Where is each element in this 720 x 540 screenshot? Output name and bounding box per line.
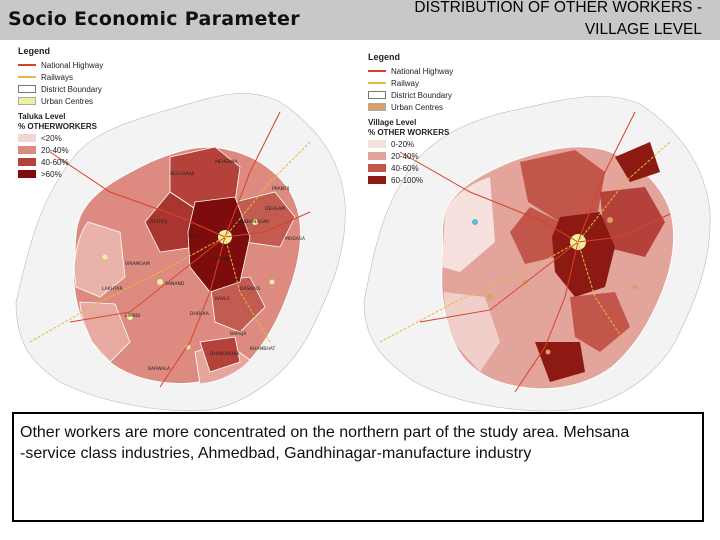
class-swatch <box>368 164 386 172</box>
legend-label: 0-20% <box>391 139 415 149</box>
class-swatch <box>368 152 386 160</box>
legend-item-national-highway <box>368 65 453 77</box>
legend-item-urban-centres <box>368 101 453 113</box>
place-label: DEHGAM <box>265 207 286 212</box>
legend-label: National Highway <box>41 60 104 70</box>
legend-title: Legend <box>18 46 51 56</box>
place-label: KALOL <box>215 257 230 262</box>
place-label: BECHARAJI <box>170 172 195 177</box>
place-label: KADI <box>188 234 199 239</box>
legend-label: 40-60% <box>391 163 419 173</box>
legend-label: >60% <box>41 169 62 179</box>
place-label: PRANTIJ <box>272 187 290 192</box>
legend-class-1 <box>368 138 453 150</box>
place-label: KHAMBHAT <box>250 347 276 352</box>
class-swatch <box>368 176 386 184</box>
place-label: BARWALA <box>148 367 171 372</box>
legend-label: 40-60% <box>41 157 69 167</box>
district-boundary-swatch <box>368 91 386 99</box>
place-label: SANAND <box>165 282 185 287</box>
header-bar <box>0 0 720 40</box>
slide-title-line1: DISTRIBUTION OF OTHER WORKERS - <box>414 0 702 16</box>
place-label: LIMBDI <box>125 314 141 319</box>
caption-box <box>12 412 704 522</box>
highway-swatch <box>368 70 386 72</box>
railway-swatch <box>368 82 386 84</box>
legend-sublabel: Village Level <box>368 118 417 127</box>
legend-label: National Highway <box>391 66 454 76</box>
place-label: DHANDHUKA <box>210 352 240 357</box>
legend-class-2 <box>368 150 453 162</box>
legend-label: 20-40% <box>41 145 69 155</box>
place-label: LAKHTAR <box>102 287 123 292</box>
urban-centres-swatch <box>368 103 386 111</box>
place-label: DASKROI <box>240 287 261 292</box>
legend-label: <20% <box>41 133 62 143</box>
place-label: VIRAMGAM <box>125 262 150 267</box>
legend-sublabel: % OTHER WORKERS <box>368 128 450 137</box>
taluka-level-map <box>10 42 350 412</box>
class-swatch <box>368 140 386 148</box>
legend-label: District Boundary <box>391 90 452 100</box>
place-label: MODASA <box>285 237 305 242</box>
place-label: MEHSANA <box>215 160 238 165</box>
legend-label: 60-100% <box>391 175 424 185</box>
legend-class-4 <box>368 174 453 186</box>
place-label: DHOLKA <box>190 312 209 317</box>
legend-sublabel: % OTHERWORKERS <box>18 122 97 131</box>
legend-label: Urban Centres <box>391 102 444 112</box>
place-labels <box>10 42 350 412</box>
legend-label: Railways <box>41 72 74 82</box>
page-title: Socio Economic Parameter <box>8 8 300 30</box>
village-legend <box>368 52 453 186</box>
place-label: BAVLA <box>215 297 230 302</box>
place-label: BAREJA <box>230 332 247 337</box>
legend-class-3 <box>368 162 453 174</box>
place-label: GANDHINAGAR <box>235 220 270 225</box>
caption-text: Other workers are more concentrated on the northern part of the study area. Mehsana -service class industries, Ahmedbad, Gandhinagar-manufacture industry <box>20 424 630 462</box>
legend-item-district-boundary <box>368 89 453 101</box>
legend-label: Urban Centres <box>41 96 94 106</box>
legend-item-railway <box>368 77 453 89</box>
slide-title <box>372 0 702 41</box>
village-level-map <box>360 42 716 412</box>
slide-title-line2: VILLAGE LEVEL <box>584 21 702 38</box>
legend-label: District Boundary <box>41 84 102 94</box>
legend-label: Railway <box>391 78 420 88</box>
legend-label: 20-40% <box>391 151 419 161</box>
place-label: DETROJ <box>150 220 168 225</box>
legend-title: Legend <box>368 52 401 62</box>
legend-sublabel: Taluka Level <box>18 112 66 121</box>
